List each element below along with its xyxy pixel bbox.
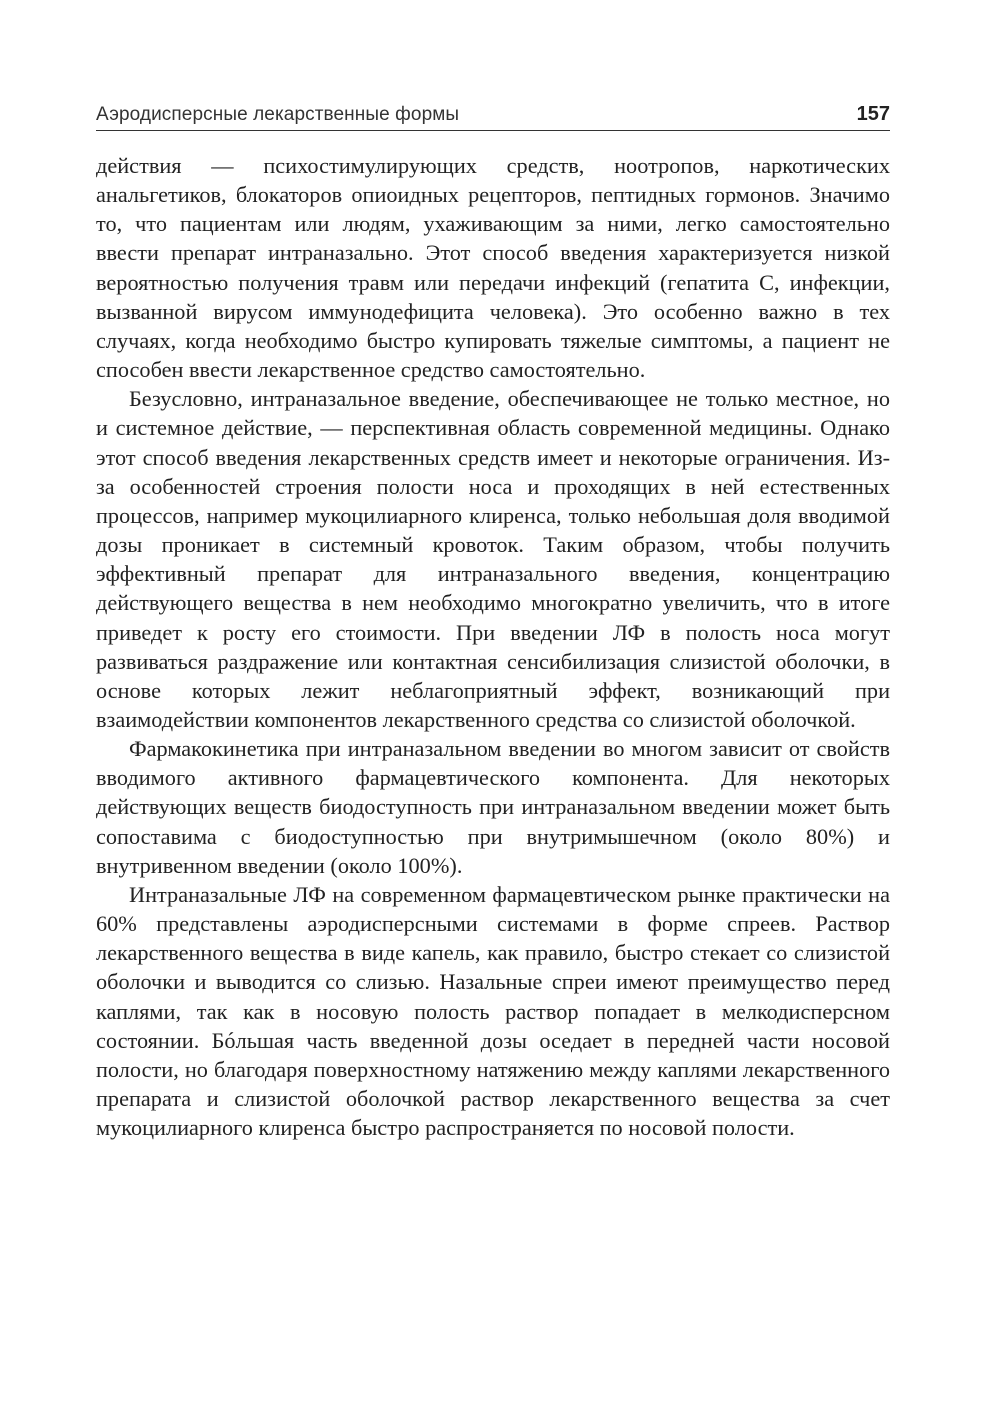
book-page bbox=[96, 96, 890, 1142]
paragraph: Фармакокинетика при интраназальном введении во многом зависит от свойств вводимого активного фармацевтического компонента. Для некоторых действующих веществ биодоступность при интраназальном введении может быть сопоставима с биодоступностью при внутримышечном (около 80%) и внутривенном введении (около 100%). bbox=[96, 736, 890, 878]
paragraph-continued: действия — психостимулирующих средств, ноотропов, наркотических анальгетиков, блокаторов опиоидных рецепторов, пептидных гормонов. Значимо то, что пациентам или людям, ухаживающим за ними, легко самостоятельно ввести препарат интраназально. Этот способ введения характеризуется низкой вероятностью получения травм или передачи инфекций (гепатита С, инфекции, вызванной вирусом иммунодефицита человека). Это особенно важно в тех случаях, когда необходимо быстро купировать тяжелые симптомы, а пациент не способен ввести лекарственное средство самостоятельно. bbox=[96, 153, 890, 383]
paragraph: Безусловно, интраназальное введение, обеспечивающее не только местное, но и системное действие, — перспективная область современной медицины. Однако этот способ введения лекарственных средств имеет и некоторые ограничения. Из-за особенностей строения полости носа и проходящих в ней естественных процессов, например мукоцилиарного клиренса, только небольшая доля вводимой дозы проникает в системный кровоток. Таким образом, чтобы получить эффективный препарат для интраназального введения, концентрацию действующего вещества в нем необходимо многократно увеличить, что в итоге приведет к росту его стоимости. При введении ЛФ в полость носа могут развиваться раздражение или контактная сенсибилизация слизистой оболочки, в основе которых лежит неблагоприятный эффект, возникающий при взаимодействии компонентов лекарственного средства со слизистой оболочкой. bbox=[96, 386, 890, 732]
paragraph: Интраназальные ЛФ на современном фармацевтическом рынке практически на 60% представлены аэродисперсными системами в форме спреев. Раствор лекарственного вещества в виде капель, как правило, быстро стекает со слизистой оболочки и выводится со слизью. Назальные спреи имеют преимущество перед каплями, так как в носовую полость раствор попадает в мелкодисперсном состоянии. Бóльшая часть введенной дозы оседает в передней части носовой полости, но благодаря поверхностному натяжению между каплями лекарственного препарата и слизистой оболочкой раствор лекарственного вещества за счет мукоцилиарного клиренса быстро распространяется по носовой полости. bbox=[96, 881, 890, 1141]
page-number: 157 bbox=[856, 103, 890, 125]
running-header-title: Аэродисперсные лекарственные формы bbox=[96, 104, 460, 125]
body-text bbox=[96, 151, 890, 1142]
running-header bbox=[96, 96, 890, 131]
